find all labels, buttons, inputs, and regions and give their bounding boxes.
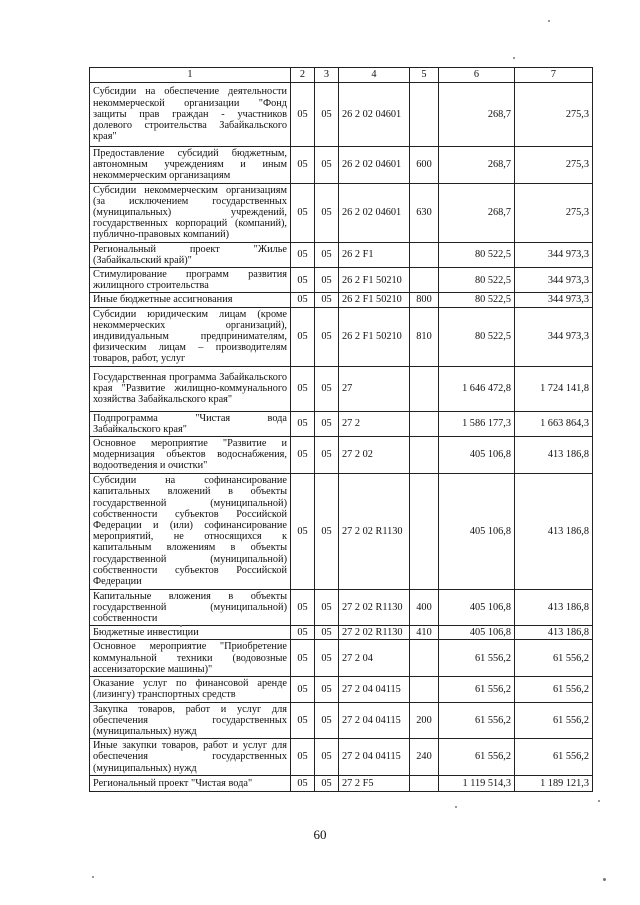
page-number: 60 — [313, 827, 327, 842]
row-sum-year-1: 61 556,2 — [439, 640, 515, 677]
table-row — [90, 473, 593, 589]
row-subsection: 05 — [315, 473, 339, 589]
row-target-code: 27 2 04 04115 — [339, 677, 410, 702]
row-name: Стимулирование программ развития жилищного строительства — [90, 268, 291, 293]
row-sum-year-2: 1 663 864,3 — [515, 411, 593, 436]
row-sum-year-1: 1 646 472,8 — [439, 366, 515, 411]
scan-speck — [92, 876, 94, 878]
row-name: Субсидии на софинансирование капитальных вложений в объекты государственной (муниципальной) собственности субъектов Российской Федерации и (или) софинансирование мероприятий, не относящихся к капитальным вложениям в объекты государственной (муниципальной) собственности субъектов Российской Федерации — [90, 473, 291, 589]
header-row — [90, 68, 593, 83]
row-sum-year-2: 275,3 — [515, 147, 593, 184]
row-subsection: 05 — [315, 640, 339, 677]
row-section: 05 — [291, 677, 315, 702]
row-target-code: 27 2 — [339, 411, 410, 436]
header-cell-4: 4 — [339, 68, 410, 83]
row-sum-year-1: 268,7 — [439, 183, 515, 242]
row-subsection: 05 — [315, 268, 339, 293]
scan-speck — [548, 20, 550, 22]
header-cell-7: 7 — [515, 68, 593, 83]
row-subsection: 05 — [315, 147, 339, 184]
row-expense-type — [410, 268, 439, 293]
scan-speck — [180, 625, 182, 627]
row-section: 05 — [291, 242, 315, 267]
header-cell-2: 2 — [291, 68, 315, 83]
row-sum-year-2: 61 556,2 — [515, 702, 593, 739]
header-cell-6: 6 — [439, 68, 515, 83]
row-sum-year-1: 405 106,8 — [439, 437, 515, 474]
row-section: 05 — [291, 293, 315, 307]
row-expense-type: 240 — [410, 739, 439, 776]
row-target-code: 26 2 02 04601 — [339, 147, 410, 184]
row-sum-year-1: 405 106,8 — [439, 589, 515, 626]
row-expense-type: 630 — [410, 183, 439, 242]
row-name: Иные бюджетные ассигнования — [90, 293, 291, 307]
row-sum-year-1: 1 119 514,3 — [439, 775, 515, 791]
row-subsection: 05 — [315, 677, 339, 702]
row-section: 05 — [291, 626, 315, 640]
row-name: Иные закупки товаров, работ и услуг для обеспечения государственных (муниципальных) нужд — [90, 739, 291, 776]
row-section: 05 — [291, 702, 315, 739]
row-expense-type — [410, 473, 439, 589]
row-subsection: 05 — [315, 83, 339, 147]
row-name: Основное мероприятие "Приобретение коммунальной техники (водовозные ассенизаторские машины)" — [90, 640, 291, 677]
row-section: 05 — [291, 640, 315, 677]
row-name: Региональный проект "Жилье (Забайкальский край)" — [90, 242, 291, 267]
table-row — [90, 293, 593, 307]
row-subsection: 05 — [315, 293, 339, 307]
table-row — [90, 677, 593, 702]
row-subsection: 05 — [315, 589, 339, 626]
table-row — [90, 366, 593, 411]
row-name: Подпрограмма "Чистая вода Забайкальского края" — [90, 411, 291, 436]
row-subsection: 05 — [315, 626, 339, 640]
row-target-code: 27 2 04 04115 — [339, 702, 410, 739]
row-section: 05 — [291, 307, 315, 366]
table-row — [90, 626, 593, 640]
row-sum-year-1: 61 556,2 — [439, 677, 515, 702]
row-name: Региональный проект "Чистая вода" — [90, 775, 291, 791]
row-sum-year-2: 344 973,3 — [515, 268, 593, 293]
row-target-code: 26 2 F1 — [339, 242, 410, 267]
table-row — [90, 183, 593, 242]
row-name: Закупка товаров, работ и услуг для обеспечения государственных (муниципальных) нужд — [90, 702, 291, 739]
row-target-code: 27 2 02 R1130 — [339, 626, 410, 640]
row-expense-type: 410 — [410, 626, 439, 640]
row-target-code: 26 2 F1 50210 — [339, 307, 410, 366]
row-expense-type: 400 — [410, 589, 439, 626]
row-sum-year-2: 61 556,2 — [515, 739, 593, 776]
row-sum-year-1: 80 522,5 — [439, 242, 515, 267]
row-target-code: 26 2 02 04601 — [339, 83, 410, 147]
row-sum-year-1: 61 556,2 — [439, 702, 515, 739]
row-section: 05 — [291, 437, 315, 474]
row-target-code: 27 — [339, 366, 410, 411]
table-row — [90, 589, 593, 626]
table-row — [90, 268, 593, 293]
row-target-code: 27 2 F5 — [339, 775, 410, 791]
row-sum-year-2: 413 186,8 — [515, 437, 593, 474]
row-expense-type — [410, 677, 439, 702]
row-subsection: 05 — [315, 411, 339, 436]
header-cell-1: 1 — [90, 68, 291, 83]
row-sum-year-2: 275,3 — [515, 83, 593, 147]
row-sum-year-1: 268,7 — [439, 147, 515, 184]
row-target-code: 26 2 F1 50210 — [339, 268, 410, 293]
row-target-code: 27 2 04 — [339, 640, 410, 677]
table-row — [90, 83, 593, 147]
row-sum-year-1: 80 522,5 — [439, 293, 515, 307]
row-name: Основное мероприятие "Развитие и модернизация объектов водоснабжения, водоотведения и очистки" — [90, 437, 291, 474]
row-sum-year-1: 1 586 177,3 — [439, 411, 515, 436]
row-name: Субсидии юридическим лицам (кроме некоммерческих организаций), индивидуальным предпринимателям, физическим лицам – производителям товаров, работ, услуг — [90, 307, 291, 366]
table-row — [90, 702, 593, 739]
row-section: 05 — [291, 775, 315, 791]
row-section: 05 — [291, 366, 315, 411]
row-section: 05 — [291, 147, 315, 184]
row-subsection: 05 — [315, 437, 339, 474]
row-sum-year-1: 405 106,8 — [439, 626, 515, 640]
row-subsection: 05 — [315, 366, 339, 411]
row-name: Предоставление субсидий бюджетным, автономным учреждениям и иным некоммерческим организациям — [90, 147, 291, 184]
scan-speck — [513, 57, 515, 59]
row-section: 05 — [291, 473, 315, 589]
row-sum-year-1: 405 106,8 — [439, 473, 515, 589]
row-sum-year-2: 344 973,3 — [515, 242, 593, 267]
row-target-code: 26 2 02 04601 — [339, 183, 410, 242]
table-row — [90, 411, 593, 436]
row-target-code: 27 2 02 — [339, 437, 410, 474]
row-expense-type — [410, 83, 439, 147]
row-expense-type — [410, 775, 439, 791]
row-subsection: 05 — [315, 242, 339, 267]
budget-table — [89, 67, 593, 792]
row-section: 05 — [291, 83, 315, 147]
row-section: 05 — [291, 411, 315, 436]
table-row — [90, 147, 593, 184]
row-expense-type — [410, 411, 439, 436]
row-sum-year-2: 61 556,2 — [515, 640, 593, 677]
row-expense-type — [410, 366, 439, 411]
row-target-code: 27 2 02 R1130 — [339, 473, 410, 589]
row-name: Капитальные вложения в объекты государственной (муниципальной) собственности — [90, 589, 291, 626]
scan-speck — [603, 878, 606, 881]
row-sum-year-1: 80 522,5 — [439, 307, 515, 366]
row-expense-type: 800 — [410, 293, 439, 307]
table-row — [90, 242, 593, 267]
row-expense-type — [410, 640, 439, 677]
row-subsection: 05 — [315, 183, 339, 242]
row-sum-year-2: 1 189 121,3 — [515, 775, 593, 791]
row-sum-year-1: 61 556,2 — [439, 739, 515, 776]
table-row — [90, 775, 593, 791]
row-name: Оказание услуг по финансовой аренде (лизингу) транспортных средств — [90, 677, 291, 702]
header-cell-5: 5 — [410, 68, 439, 83]
row-sum-year-2: 275,3 — [515, 183, 593, 242]
row-name: Субсидии некоммерческим организациям (за исключением государственных (муниципальных) учреждений, государственных корпораций (компаний), публично-правовых компаний) — [90, 183, 291, 242]
row-target-code: 27 2 02 R1130 — [339, 589, 410, 626]
row-section: 05 — [291, 183, 315, 242]
row-sum-year-2: 413 186,8 — [515, 473, 593, 589]
table-row — [90, 437, 593, 474]
row-sum-year-2: 61 556,2 — [515, 677, 593, 702]
row-expense-type: 200 — [410, 702, 439, 739]
row-section: 05 — [291, 739, 315, 776]
row-target-code: 26 2 F1 50210 — [339, 293, 410, 307]
row-subsection: 05 — [315, 739, 339, 776]
row-expense-type — [410, 242, 439, 267]
row-name: Субсидии на обеспечение деятельности некоммерческой организации "Фонд защиты прав граждан - участников долевого строительства Забайкальского края" — [90, 83, 291, 147]
row-expense-type — [410, 437, 439, 474]
row-name: Бюджетные инвестиции — [90, 626, 291, 640]
row-sum-year-2: 344 973,3 — [515, 293, 593, 307]
row-sum-year-2: 344 973,3 — [515, 307, 593, 366]
row-sum-year-2: 1 724 141,8 — [515, 366, 593, 411]
row-sum-year-1: 80 522,5 — [439, 268, 515, 293]
row-name: Государственная программа Забайкальского края "Развитие жилищно-коммунального хозяйства Забайкальского края" — [90, 366, 291, 411]
row-target-code: 27 2 04 04115 — [339, 739, 410, 776]
row-subsection: 05 — [315, 702, 339, 739]
row-expense-type: 810 — [410, 307, 439, 366]
row-subsection: 05 — [315, 775, 339, 791]
scan-speck — [455, 806, 457, 808]
table-row — [90, 739, 593, 776]
row-sum-year-2: 413 186,8 — [515, 589, 593, 626]
table-row — [90, 640, 593, 677]
row-subsection: 05 — [315, 307, 339, 366]
row-section: 05 — [291, 589, 315, 626]
row-sum-year-1: 268,7 — [439, 83, 515, 147]
row-expense-type: 600 — [410, 147, 439, 184]
scan-speck — [598, 800, 600, 802]
header-cell-3: 3 — [315, 68, 339, 83]
row-sum-year-2: 413 186,8 — [515, 626, 593, 640]
table-row — [90, 307, 593, 366]
row-section: 05 — [291, 268, 315, 293]
